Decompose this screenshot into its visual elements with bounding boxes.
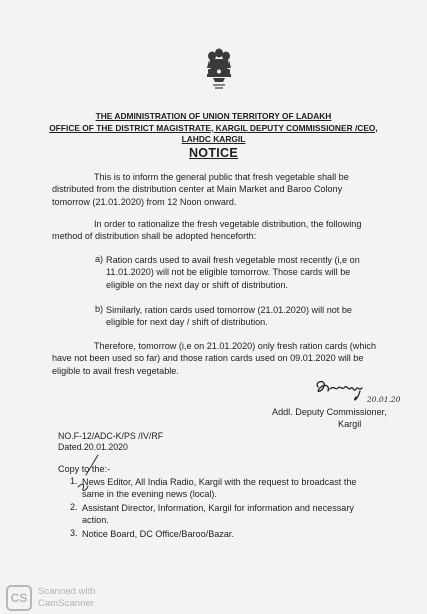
item-line: Similarly, ration cards used tomorrow (21.01.2020) will not be (106, 305, 352, 315)
state-emblem-icon (203, 48, 235, 90)
copy-item-line: action. (82, 515, 109, 526)
camscanner-text (38, 586, 96, 609)
item-b-label: b) (95, 304, 104, 314)
copy-item-3 (82, 528, 402, 540)
paragraph-intro (52, 171, 370, 208)
copy-item-2 (82, 502, 402, 527)
paragraph-method (52, 218, 370, 243)
copy-to-heading: Copy to the:- (58, 464, 111, 474)
camscanner-watermark (4, 583, 144, 613)
paragraph-line: eligible to avail fresh vegetable. (52, 365, 179, 376)
paragraph-line: This is to inform the general public that fresh vegetable shall be (94, 172, 349, 182)
copy-item-line: Notice Board, DC Office/Baroo/Bazar. (82, 529, 234, 539)
paragraph-line: have not been used so far) and those ration cards used on 09.01.2020 will be (52, 353, 364, 364)
reference-date: Dated.20.01.2020 (58, 442, 128, 452)
signature-date: 20.01.20 (367, 395, 401, 404)
item-a-text (106, 254, 370, 291)
copy-item-line: Assistant Director, Information, Kargil for information and necessary (82, 503, 354, 513)
item-a-label: a) (95, 254, 104, 264)
paragraph-line: distributed from the distribution center at Main Market and Baroo Colony (52, 184, 343, 195)
camscanner-logo-icon: CS (6, 585, 32, 611)
paragraph-line: Therefore, tomorrow (i,e on 21.01.2020) only fresh ration cards (which (94, 341, 377, 351)
item-line: eligible for next day / shift of distribution. (106, 317, 268, 328)
signatory-designation: Addl. Deputy Commissioner, (272, 407, 387, 417)
paragraph-line: method of distribution shall be adopted henceforth: (52, 231, 257, 242)
item-line: 11.01.2020) will not be eligible tomorrow. Those cards will be (106, 267, 351, 278)
paragraph-line: In order to rationalize the fresh vegetable distribution, the following (94, 219, 362, 229)
item-line: eligible on the next day or shift of distribution. (106, 279, 288, 290)
signatory-place: Kargil (338, 419, 362, 429)
copy-item-3-number: 3. (70, 528, 78, 538)
copy-item-line: News Editor, All India Radio, Kargil with the request to broadcast the (82, 477, 357, 487)
copy-item-1-number: 1. (70, 476, 78, 486)
copy-item-1 (82, 476, 402, 501)
header-line-2: OFFICE OF THE DISTRICT MAGISTRATE, KARGIL DEPUTY COMMISSIONER /CEO, (49, 122, 378, 133)
handwritten-signature-icon (312, 377, 374, 405)
paragraph-conclusion (52, 340, 377, 377)
header-line-3: LAHDC KARGIL (181, 134, 246, 144)
reference-number: NO.F-12/ADC-K/PS /IV/RF (58, 431, 164, 441)
item-b-text (106, 304, 370, 329)
camscanner-line-1: Scanned with (38, 586, 96, 597)
camscanner-line-2: CamScanner (38, 597, 94, 609)
notice-title: NOTICE (188, 146, 239, 160)
copy-item-line: same in the evening news (local). (82, 489, 217, 500)
copy-item-2-number: 2. (70, 502, 78, 512)
item-line: Ration cards used to avail fresh vegetable most recently (i,e on (106, 255, 360, 265)
header-line-1: THE ADMINISTRATION OF UNION TERRITORY OF LADAKH (95, 111, 332, 121)
paragraph-line: tomorrow (21.01.2020) from 12 Noon onward. (52, 196, 237, 207)
